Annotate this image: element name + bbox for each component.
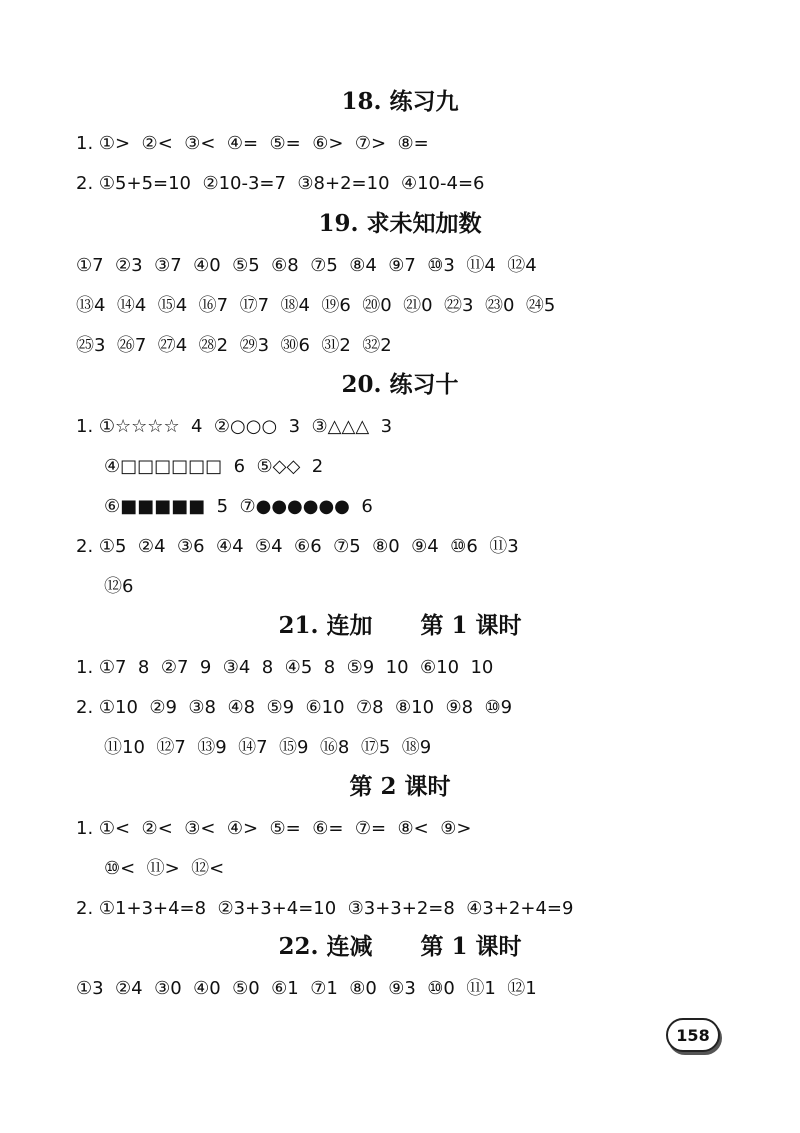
s21-line-3: ⑪10 ⑫7 ⑬9 ⑭7 ⑮9 ⑯8 ⑰5 ⑱9 — [104, 737, 432, 758]
s21b-line-1: 1. ①< ②< ③< ④> ⑤= ⑥= ⑦= ⑧< ⑨> — [76, 818, 472, 839]
section-22-title: 22. 连减 第 1 课时 — [278, 933, 522, 960]
section-19-title: 19. 求未知加数 — [318, 210, 482, 237]
section-21b-title: 第 2 课时 — [349, 773, 451, 800]
s20-line-2: ④□□□□□□ 6 ⑤◇◇ 2 — [104, 456, 324, 477]
s19-line-2: ⑬4 ⑭4 ⑮4 ⑯7 ⑰7 ⑱4 ⑲6 ⑳0 ㉑0 ㉒3 ㉓0 ㉔5 — [76, 295, 556, 316]
s18-line-1: 1. ①> ②< ③< ④= ⑤= ⑥> ⑦> ⑧= — [76, 133, 429, 154]
s18-line-2: 2. ①5+5=10 ②10-3=7 ③8+2=10 ④10-4=6 — [76, 173, 485, 194]
s20-line-4: 2. ①5 ②4 ③6 ④4 ⑤4 ⑥6 ⑦5 ⑧0 ⑨4 ⑩6 ⑪3 — [76, 536, 519, 557]
s20-line-1: 1. ①☆☆☆☆ 4 ②○○○ 3 ③△△△ 3 — [76, 416, 393, 437]
s21-line-1: 1. ①7 8 ②7 9 ③4 8 ④5 8 ⑤9 10 ⑥10 10 — [76, 657, 494, 678]
s19-line-1: ①7 ②3 ③7 ④0 ⑤5 ⑥8 ⑦5 ⑧4 ⑨7 ⑩3 ⑪4 ⑫4 — [76, 255, 537, 276]
section-18-title: 18. 练习九 — [341, 88, 459, 115]
s21-line-2: 2. ①10 ②9 ③8 ④8 ⑤9 ⑥10 ⑦8 ⑧10 ⑨8 ⑩9 — [76, 697, 513, 718]
s22-line-1: ①3 ②4 ③0 ④0 ⑤0 ⑥1 ⑦1 ⑧0 ⑨3 ⑩0 ⑪1 ⑫1 — [76, 978, 537, 999]
section-20-title: 20. 练习十 — [341, 371, 459, 398]
section-21-title: 21. 连加 第 1 课时 — [278, 612, 522, 639]
s21b-line-3: 2. ①1+3+4=8 ②3+3+4=10 ③3+3+2=8 ④3+2+4=9 — [76, 898, 574, 919]
s21b-line-2: ⑩< ⑪> ⑫< — [104, 858, 225, 879]
s20-line-5: ⑫6 — [104, 576, 134, 597]
s19-line-3: ㉕3 ㉖7 ㉗4 ㉘2 ㉙3 ㉚6 ㉛2 ㉜2 — [76, 335, 392, 356]
s20-line-3: ⑥■■■■■ 5 ⑦●●●●●● 6 — [104, 496, 373, 517]
page-number: 158 — [666, 1018, 720, 1052]
